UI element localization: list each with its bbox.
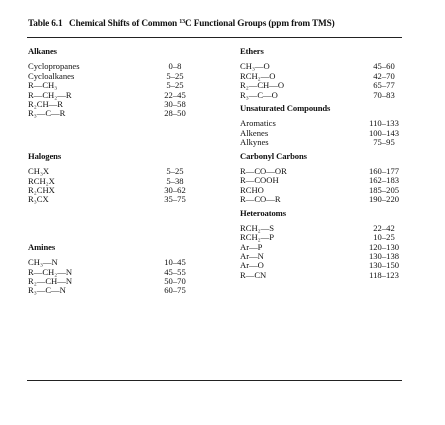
shift-range: 28–50	[164, 108, 186, 119]
group-name: R₃—C—O	[240, 89, 278, 100]
shift-range: 75–95	[373, 137, 395, 148]
section-amines	[28, 243, 203, 296]
shift-range: 130–138	[368, 251, 400, 262]
table-number: Table 6.1	[28, 19, 63, 29]
shift-range: 5–38	[166, 175, 184, 186]
group-name: Aromatics	[240, 118, 276, 129]
section-spacer	[28, 119, 203, 152]
shift-range: 30–58	[164, 98, 186, 109]
shift-range: 70–83	[373, 89, 395, 100]
shift-range: 5–25	[166, 166, 184, 177]
group-name: R₂—CH—O	[240, 80, 285, 91]
table-caption	[28, 19, 335, 29]
section-alkanes	[28, 47, 203, 119]
top-rule	[27, 37, 402, 38]
group-name: CH₃—O	[240, 61, 270, 72]
shift-range: 10–25	[373, 232, 395, 243]
table-title-start: Chemical Shifts of Common	[69, 19, 178, 29]
shift-range: 30–62	[164, 184, 186, 195]
section-title: Halogens	[28, 150, 62, 161]
shift-range: 100–143	[368, 127, 400, 138]
shift-range: 60–75	[164, 285, 186, 296]
section-title: Unsaturated Compounds	[240, 102, 331, 113]
right-column	[240, 47, 402, 280]
group-name: CH₃—N	[28, 257, 58, 268]
shift-range: 42–70	[373, 70, 395, 81]
shift-range: 0–8	[168, 61, 182, 72]
section-title: Ethers	[240, 46, 264, 56]
section-heteroatoms	[240, 209, 402, 281]
table-row	[28, 109, 203, 118]
shift-range: 45–60	[373, 61, 395, 72]
shift-range: 5–25	[166, 70, 184, 81]
group-name: R₂CH—R	[28, 98, 63, 109]
table-row	[240, 91, 402, 100]
left-column	[28, 47, 203, 296]
group-name: R₃CX	[28, 194, 49, 205]
group-name: Ar—N	[240, 251, 264, 262]
shift-range: 185–205	[368, 184, 400, 195]
group-name: R—CH₂—N	[28, 266, 73, 277]
section-unsaturated	[240, 104, 402, 148]
group-name: Alkenes	[240, 127, 269, 138]
group-name: R—CN	[240, 269, 267, 280]
group-name: R—CO—OR	[240, 165, 287, 176]
shift-range: 22–42	[373, 222, 395, 233]
section-title: Alkanes	[28, 46, 57, 56]
shift-range: 50–70	[164, 275, 186, 286]
group-name: CH₃X	[28, 166, 50, 177]
group-name: Alkynes	[240, 137, 269, 148]
group-name: R—CH₃	[28, 80, 58, 91]
section-halogens	[28, 152, 203, 205]
group-name: Ar—P	[240, 241, 263, 252]
shift-range: 120–130	[368, 241, 400, 252]
table-row	[28, 195, 203, 204]
group-name: R—CH₂—R	[28, 89, 72, 100]
group-name: R₃—C—N	[28, 285, 66, 296]
shift-range: 45–55	[164, 266, 186, 277]
shift-range: 130–150	[368, 260, 400, 271]
group-name: Ar—O	[240, 260, 264, 271]
section-title: Amines	[28, 241, 56, 252]
group-name: R₃—C—R	[28, 108, 66, 119]
section-ethers	[240, 47, 402, 100]
table-row	[240, 271, 402, 280]
shift-range: 110–133	[369, 118, 399, 129]
shift-range: 35–75	[164, 194, 186, 205]
group-name: Cyclopropanes	[28, 61, 80, 72]
isotope-superscript: 13	[179, 19, 185, 25]
section-title: Carbonyl Carbons	[240, 150, 307, 161]
shift-range: 162–183	[368, 175, 400, 186]
group-name: R₂CHX	[28, 184, 55, 195]
shift-range: 22–45	[164, 89, 186, 100]
group-name: RCH₂—S	[240, 222, 275, 233]
group-name: R₂—CH—N	[28, 275, 73, 286]
table-row	[240, 138, 402, 147]
group-name: RCH₂—P	[240, 232, 275, 243]
shift-range: 118–123	[369, 269, 399, 280]
section-title: Heteroatoms	[240, 207, 286, 218]
group-name: RCH₂—O	[240, 70, 276, 81]
section-spacer	[28, 205, 203, 243]
group-name: Cycloalkanes	[28, 70, 75, 81]
table-title-end: C Functional Groups (ppm from TMS)	[184, 19, 335, 29]
shift-range: 5–25	[166, 80, 184, 91]
shift-range: 10–45	[164, 257, 186, 268]
table-row	[28, 286, 203, 295]
group-name: R—COOH	[240, 175, 279, 186]
shift-range: 160–177	[368, 165, 400, 176]
shift-range: 65–77	[373, 80, 395, 91]
group-name: RCHO	[240, 184, 264, 195]
bottom-rule	[27, 380, 402, 381]
shift-range: 190–220	[368, 194, 400, 205]
group-name: RCH₂X	[28, 175, 55, 186]
group-name: R—CO—R	[240, 194, 281, 205]
table-row	[240, 195, 402, 204]
section-carbonyl	[240, 152, 402, 205]
